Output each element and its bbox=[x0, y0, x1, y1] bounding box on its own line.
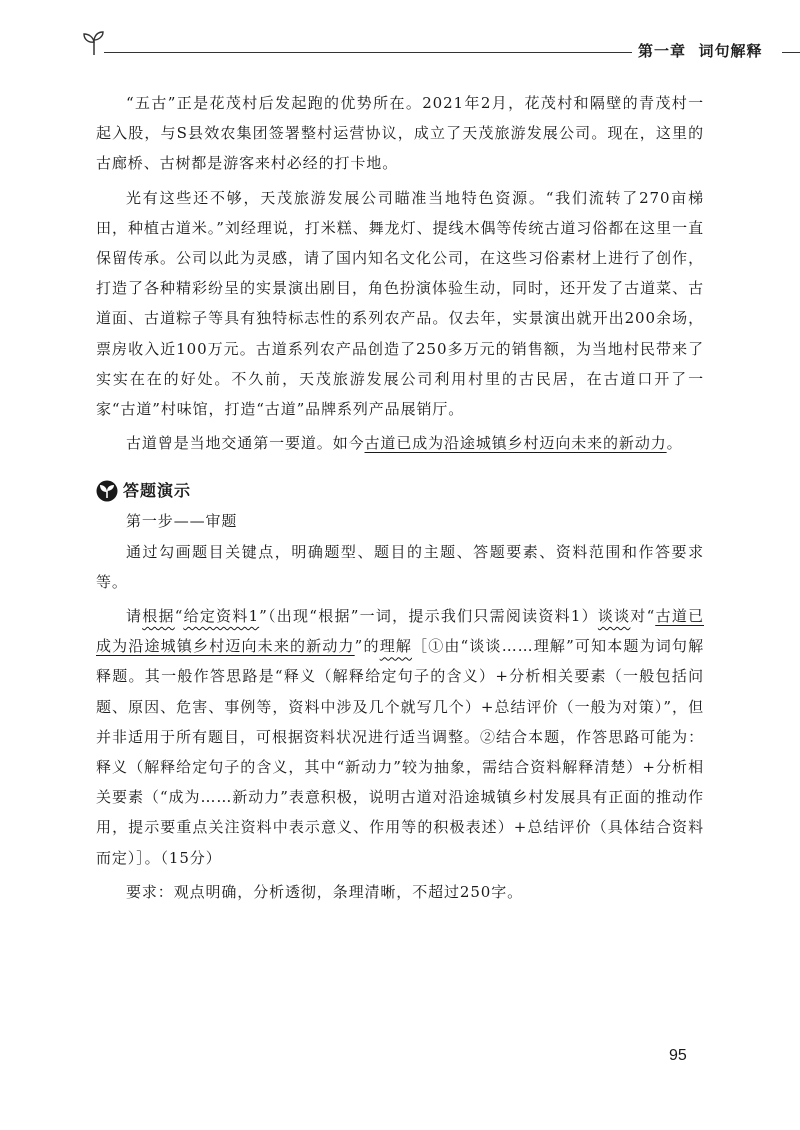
chapter-section: 词句解释 bbox=[698, 42, 763, 60]
p3-suffix: 。 bbox=[666, 434, 683, 453]
p3-prefix: 古道曾是当地交通第一要道。如今 bbox=[126, 434, 365, 453]
page-number: 95 bbox=[669, 1047, 687, 1064]
chapter-title bbox=[638, 40, 762, 61]
question-analysis bbox=[96, 601, 704, 873]
sprout-icon bbox=[82, 30, 106, 56]
article-paragraph-1: “五古”正是花茂村后发起跑的优势所在。2021年2月，花茂村和隔壁的青茂村一起入股，与S县效农集团签署整村运营协议，成立了天茂旅游发展公司。现在，这里的古廊桥、古树都是游客来村必经的打卡地。 bbox=[96, 94, 704, 173]
key-sentence-underlined: 古道已成为沿途城镇乡村迈向未来的新动力 bbox=[364, 434, 667, 453]
q-text-4: 对“ bbox=[630, 607, 656, 626]
step-heading: 第一步——审题 bbox=[126, 512, 238, 531]
q-text-2: “ bbox=[174, 607, 184, 626]
section-title: 答题演示 bbox=[123, 481, 192, 501]
q-text-5: ”的 bbox=[354, 637, 380, 656]
keyword-key-sentence: 古道已成为沿途城镇乡村迈向未来的新动力 bbox=[96, 607, 704, 656]
chapter-number: 第一章 bbox=[638, 42, 687, 60]
header-rule-left bbox=[104, 52, 632, 53]
section-heading bbox=[96, 476, 704, 506]
keyword-material-1: 给定资料1 bbox=[183, 607, 260, 626]
article-paragraph-3 bbox=[96, 428, 704, 458]
header-rule-right bbox=[782, 52, 800, 53]
q-text-3: ”（出现“根据”一词，提示我们只需阅读资料1） bbox=[259, 607, 598, 626]
article-paragraph-2: 光有这些还不够，天茂旅游发展公司瞄准当地特色资源。“我们流转了270亩梯田，种植古道米。”刘经理说，打米糕、舞龙灯、提线木偶等传统古道习俗都在这里一直保留传承。公司以此为灵感，请了国内知名文化公司，在这些习俗素材上进行了创作，打造了各种精彩纷呈的实景演出剧目，角色扮演体验生动，同时，还开发了古道菜、古道面、古道粽子等具有独特标志性的系列农产品。仅去年，实景演出就开出200余场，票房收入近100万元。古道系列农产品创造了250多万元的销售额，为当地村民带来了实实在在的好处。不久前，天茂旅游发展公司利用村里的古民居，在古道口开了一家“古道”村味馆，打造“古道”品牌系列产品展销厅。 bbox=[96, 188, 704, 419]
step-intro: 通过勾画题目关键点，明确题型、题目的主题、答题要素、资料范围和作答要求等。 bbox=[96, 542, 704, 591]
leaf-badge-icon bbox=[96, 480, 118, 502]
keyword-lijie: 理解 bbox=[379, 637, 413, 656]
q-analysis-rest: ［①由“谈谈……理解”可知本题为词句解释题。其一般作答思路是“释义（解释给定句子的含义）+分析相关要素（一般包括问题、原因、危害、事例等，资料中涉及几个就写几个）+总结评价（一般为对策）”，但并非适用于所有题目，可根据资料状况进行适当调整。②结合本题，作答思路可能为：释义（解释给定句子的含义，其中“新动力”较为抽象，需结合资料解释清楚）+分析相关要素（“成为……新动力”表意积极，说明古道对沿途城镇乡村发展具有正面的推动作用，提示要重点关注资料中表示意义、作用等的积极表述）+总结评价（具体结合资料而定）］。（15分） bbox=[96, 637, 704, 867]
page-body bbox=[96, 88, 704, 907]
keyword-genju: 根据 bbox=[142, 607, 175, 626]
keyword-tantan: 谈谈 bbox=[597, 607, 631, 626]
running-header bbox=[82, 30, 763, 60]
q-text-1: 请 bbox=[126, 607, 143, 626]
answer-requirement: 要求：观点明确，分析透彻，条理清晰，不超过250字。 bbox=[126, 882, 524, 901]
